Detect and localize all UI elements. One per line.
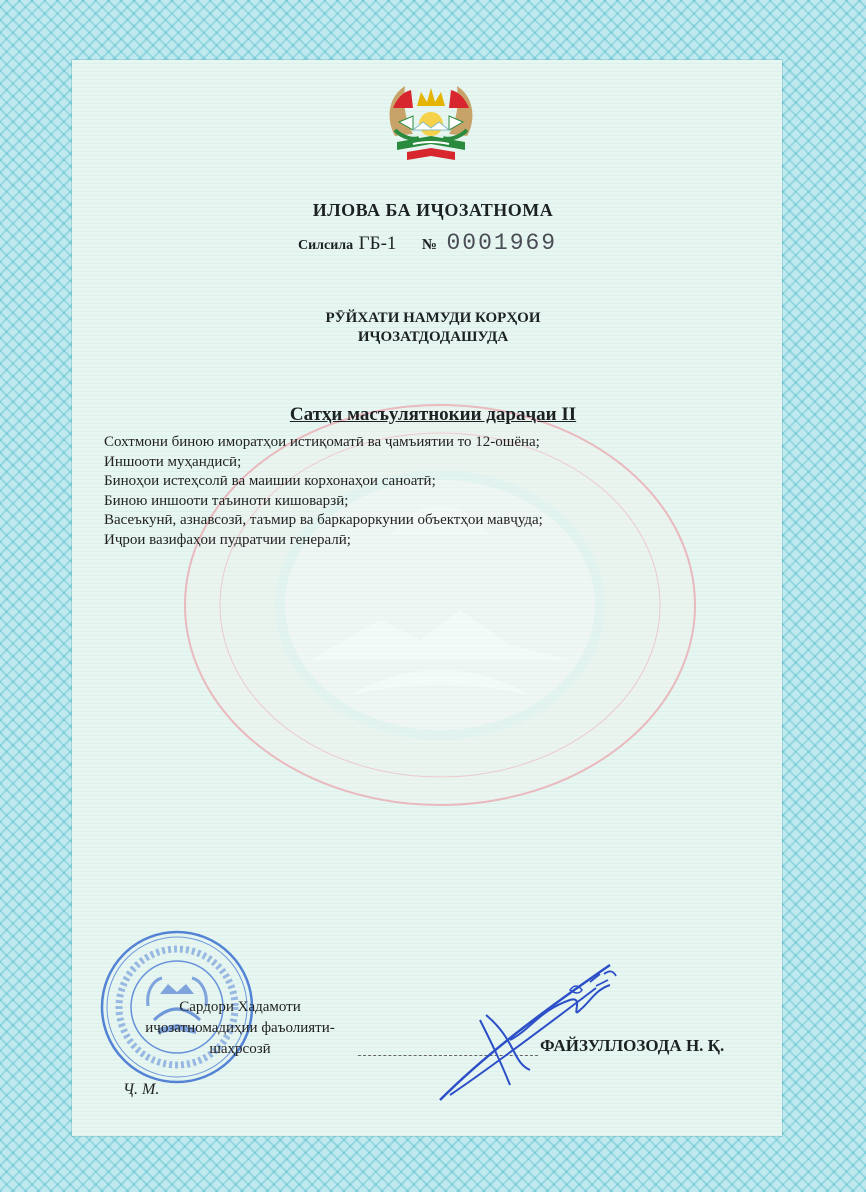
list-item: Биною иншооти таъиноти кишоварзӣ; — [104, 492, 349, 509]
signatory-line1: Сардори Хадамоти — [179, 999, 301, 1015]
signatory-line3: шаҳрсозӣ — [209, 1041, 271, 1057]
signatory-title — [110, 997, 370, 1060]
series-label: Силсила — [298, 238, 354, 253]
series-value: ГБ-1 — [358, 233, 397, 254]
seal-place-label: Ҷ. М. — [123, 1081, 160, 1098]
document-title: ИЛОВА БА ИҶОЗАТНОМА — [312, 200, 554, 220]
signatory-name: ФАЙЗУЛЛОЗОДА Н. Қ. — [540, 1036, 725, 1055]
level-heading: Сатҳи масъулятнокии дараҷаи II — [289, 404, 577, 425]
list-item: Васеъкунӣ, азнавсозӣ, таъмир ва баркароркунии объектҳои мавҷуда; — [104, 512, 543, 528]
list-subtitle-line2: ИҶОЗАТДОДАШУДА — [357, 329, 509, 345]
work-types-list — [104, 433, 543, 550]
list-item: Сохтмони биною иморатҳои истиқоматӣ ва ҷамъиятии то 12-ошёна; — [104, 434, 540, 450]
document-number: 0001969 — [446, 230, 558, 256]
series-line — [298, 230, 557, 256]
state-emblem-icon — [383, 78, 479, 168]
number-sign: № — [421, 237, 437, 253]
list-item: Биноҳои истеҳсолӣ ва маишии корхонаҳои саноатӣ; — [104, 473, 436, 489]
signatory-line2: иҷозатномадиҳии фаъолияти- — [145, 1020, 335, 1036]
handwritten-signature — [420, 960, 640, 1110]
list-item: Иншооти муҳандисӣ; — [104, 453, 242, 470]
list-item: Иҷрои вазифаҳои пудратчии генералӣ; — [104, 531, 351, 548]
list-subtitle-line1: РӮЙХАТИ НАМУДИ КОРҲОИ — [325, 310, 541, 326]
list-subtitle — [0, 309, 866, 347]
